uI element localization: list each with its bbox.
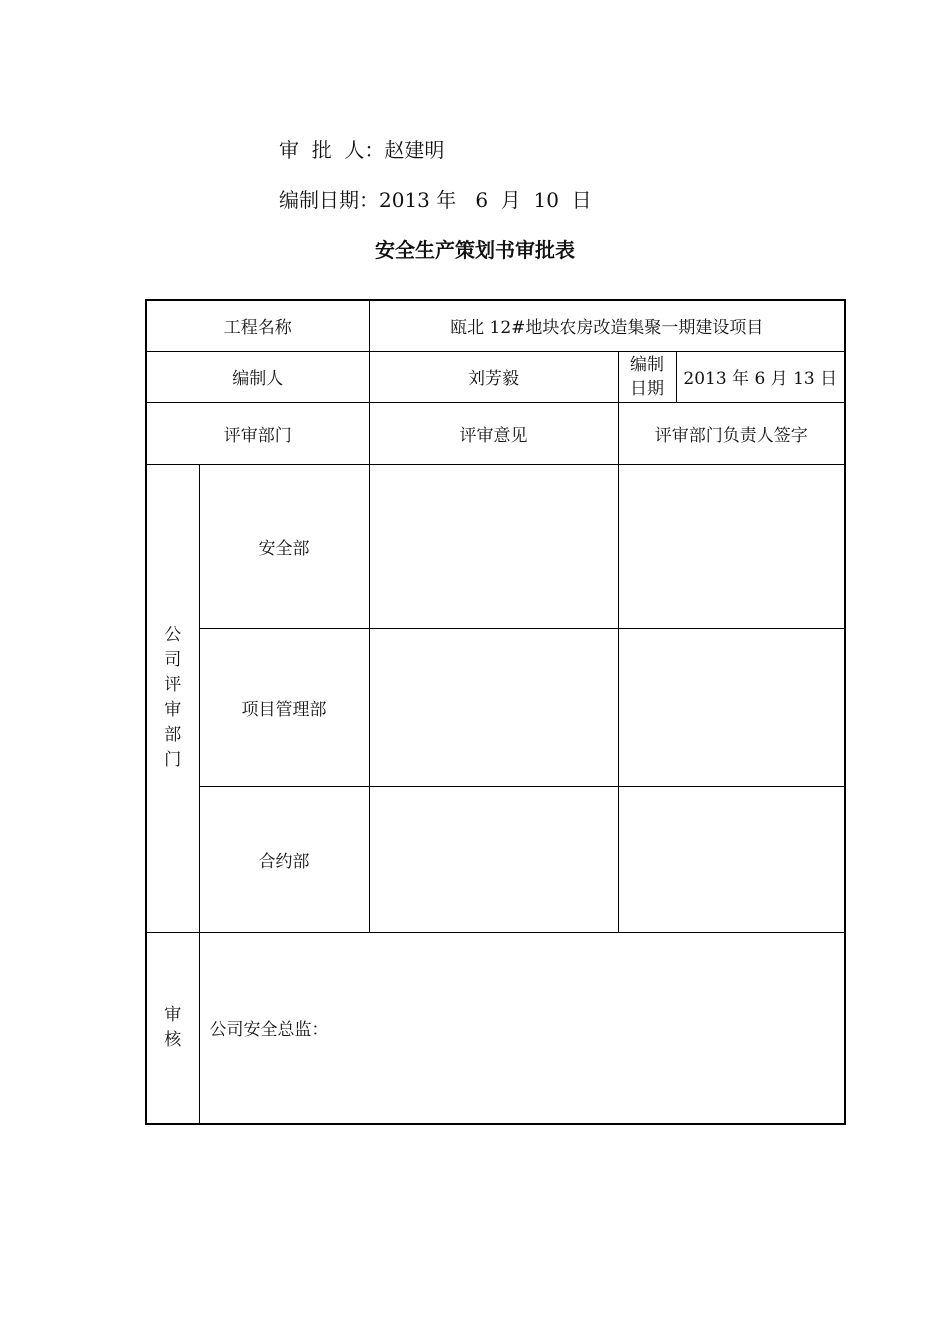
compiler-value: 刘芳毅 — [369, 351, 618, 402]
project-name-label: 工程名称 — [146, 300, 369, 351]
dept-name: 安全部 — [199, 464, 369, 628]
approval-table — [145, 299, 846, 1125]
opinion-cell[interactable] — [369, 628, 618, 786]
signature-cell[interactable] — [618, 628, 845, 786]
approver-line: 审 批 人：赵建明 — [279, 138, 445, 162]
col-opinion-header: 评审意见 — [369, 402, 618, 464]
compiler-row — [146, 351, 845, 402]
project-name-value: 瓯北 12#地块农房改造集聚一期建设项目 — [369, 300, 845, 351]
review-label-cell — [146, 932, 199, 1124]
compiler-label: 编制人 — [146, 351, 369, 402]
review-label: 审核 — [164, 1004, 182, 1050]
compile-date-value: 2013 年 6 月 13 日 — [676, 351, 845, 402]
signature-cell[interactable] — [618, 786, 845, 932]
page-title: 安全生产策划书审批表 — [375, 238, 575, 262]
group-label: 公司评审部门 — [164, 625, 182, 770]
opinion-cell[interactable] — [369, 464, 618, 628]
dept-row — [146, 786, 845, 932]
group-label-cell — [146, 464, 199, 932]
col-dept-header: 评审部门 — [146, 402, 369, 464]
project-name-row — [146, 300, 845, 351]
compile-date-line: 编制日期：2013 年 6 月 10 日 — [279, 188, 592, 212]
dept-row — [146, 464, 845, 628]
review-text[interactable]: 公司安全总监： — [199, 932, 845, 1124]
dept-name: 合约部 — [199, 786, 369, 932]
compile-date-label — [618, 351, 676, 402]
dept-name: 项目管理部 — [199, 628, 369, 786]
signature-cell[interactable] — [618, 464, 845, 628]
col-signature-header: 评审部门负责人签字 — [618, 402, 845, 464]
dept-row — [146, 628, 845, 786]
review-row — [146, 932, 845, 1124]
compile-date-label-text: 编制日期 — [630, 354, 664, 399]
column-header-row — [146, 402, 845, 464]
opinion-cell[interactable] — [369, 786, 618, 932]
